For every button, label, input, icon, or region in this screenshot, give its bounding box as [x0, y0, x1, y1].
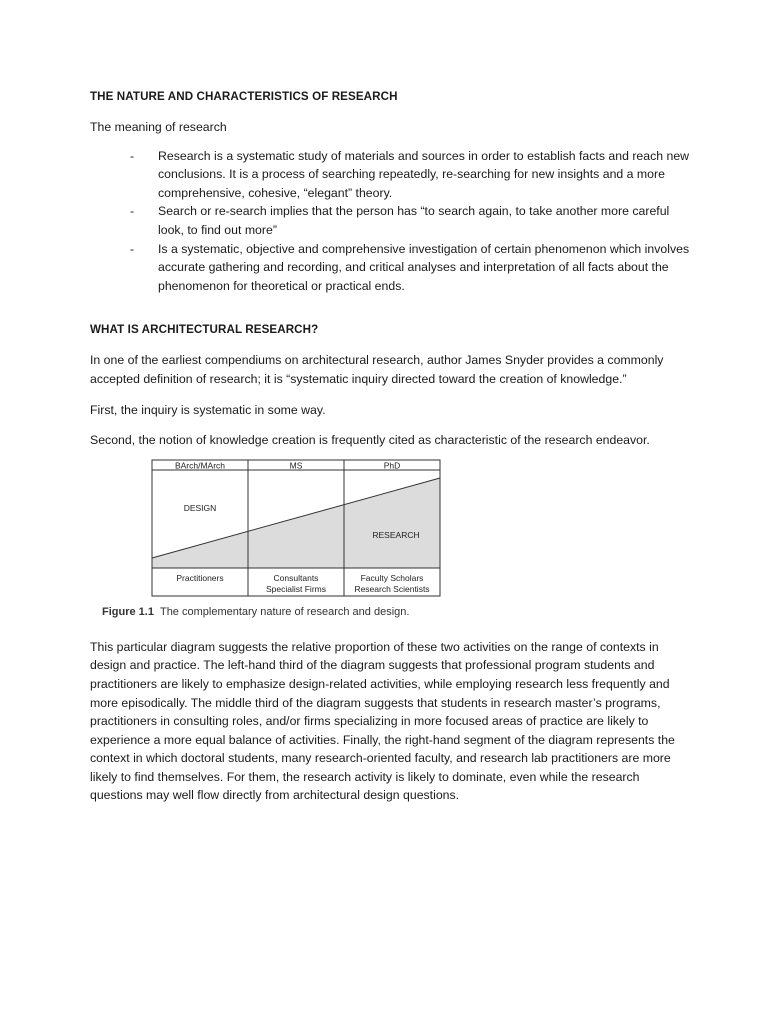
figure-caption: [102, 606, 409, 618]
caption-label: Figure 1.1: [102, 605, 154, 618]
section-title-architectural: WHAT IS ARCHITECTURAL RESEARCH?: [90, 323, 319, 337]
bottom-label-specialist-firms: Specialist Firms: [266, 583, 326, 594]
bullet-marker: -: [130, 204, 135, 219]
bullet-marker: -: [130, 148, 135, 163]
paragraph-definition: In one of the earliest compendiums on architectural research, author James Snyder provides a commonly accepted definition of research; it is “systematic inquiry directed toward the creation of knowledge.”: [90, 353, 664, 386]
section-title-nature: THE NATURE AND CHARACTERISTICS OF RESEARCH: [90, 90, 398, 103]
column-header-barch: BArch/MArch: [174, 460, 226, 471]
subtitle-meaning: The meaning of research: [90, 120, 227, 134]
research-definition-list: [90, 147, 690, 296]
bottom-label-practitioners: Practitioners: [176, 572, 224, 583]
bottom-label-faculty: Faculty Scholars: [360, 572, 424, 583]
paragraph-first: First, the inquiry is systematic in some way.: [90, 402, 326, 417]
bottom-label-consultants: Consultants: [273, 572, 319, 583]
caption-text: The complementary nature of research and design.: [159, 605, 410, 618]
research-label: RESEARCH: [372, 529, 420, 540]
paragraph-second: Second, the notion of knowledge creation is frequently cited as characteristic of the research endeavor.: [90, 433, 650, 448]
research-design-diagram: [150, 458, 442, 600]
paragraph-diagram-explanation: This particular diagram suggests the relative proportion of these two activities on the range of contexts in design and practice. The left-hand third of the diagram suggests that professional program students and practitioners are likely to emphasize design-related activities, while employing research less frequently and more episodically. The middle third of the diagram suggests that students in research master’s programs, practitioners in consulting roles, and/or firms specializing in more focused areas of practice are likely to experience a more equal balance of activities. Finally, the right-hand segment of the diagram represents the context in which doctoral students, many research-oriented faculty, and research lab practitioners are more likely to find themselves. For them, the research activity is likely to dominate, even while the research questions may well flow directly from architectural design questions.: [90, 639, 675, 803]
list-item-text: Is a systematic, objective and comprehensive investigation of certain phenomenon which involves accurate gathering and recording, and critical analyses and interpretation of all facts about the phenomenon for theoretical or practical ends.: [158, 241, 690, 293]
list-item: [90, 147, 690, 203]
document-page: [90, 88, 690, 805]
bullet-marker: -: [130, 241, 135, 256]
list-item: [90, 240, 690, 296]
list-item-text: Research is a systematic study of materials and sources in order to establish facts and reach new conclusions. It is a process of searching repeatedly, re-searching for new insights and a more comprehensive, cohesive, “elegant” theory.: [158, 148, 690, 200]
research-area: [152, 478, 440, 568]
column-header-phd: PhD: [383, 460, 401, 471]
design-label: DESIGN: [183, 502, 217, 513]
bottom-label-research-scientists: Research Scientists: [354, 583, 430, 594]
column-header-ms: MS: [289, 460, 303, 471]
list-item: [90, 202, 690, 239]
figure-1-1: [90, 458, 690, 626]
list-item-text: Search or re-search implies that the person has “to search again, to take another more careful look, to find out more”: [158, 204, 670, 237]
